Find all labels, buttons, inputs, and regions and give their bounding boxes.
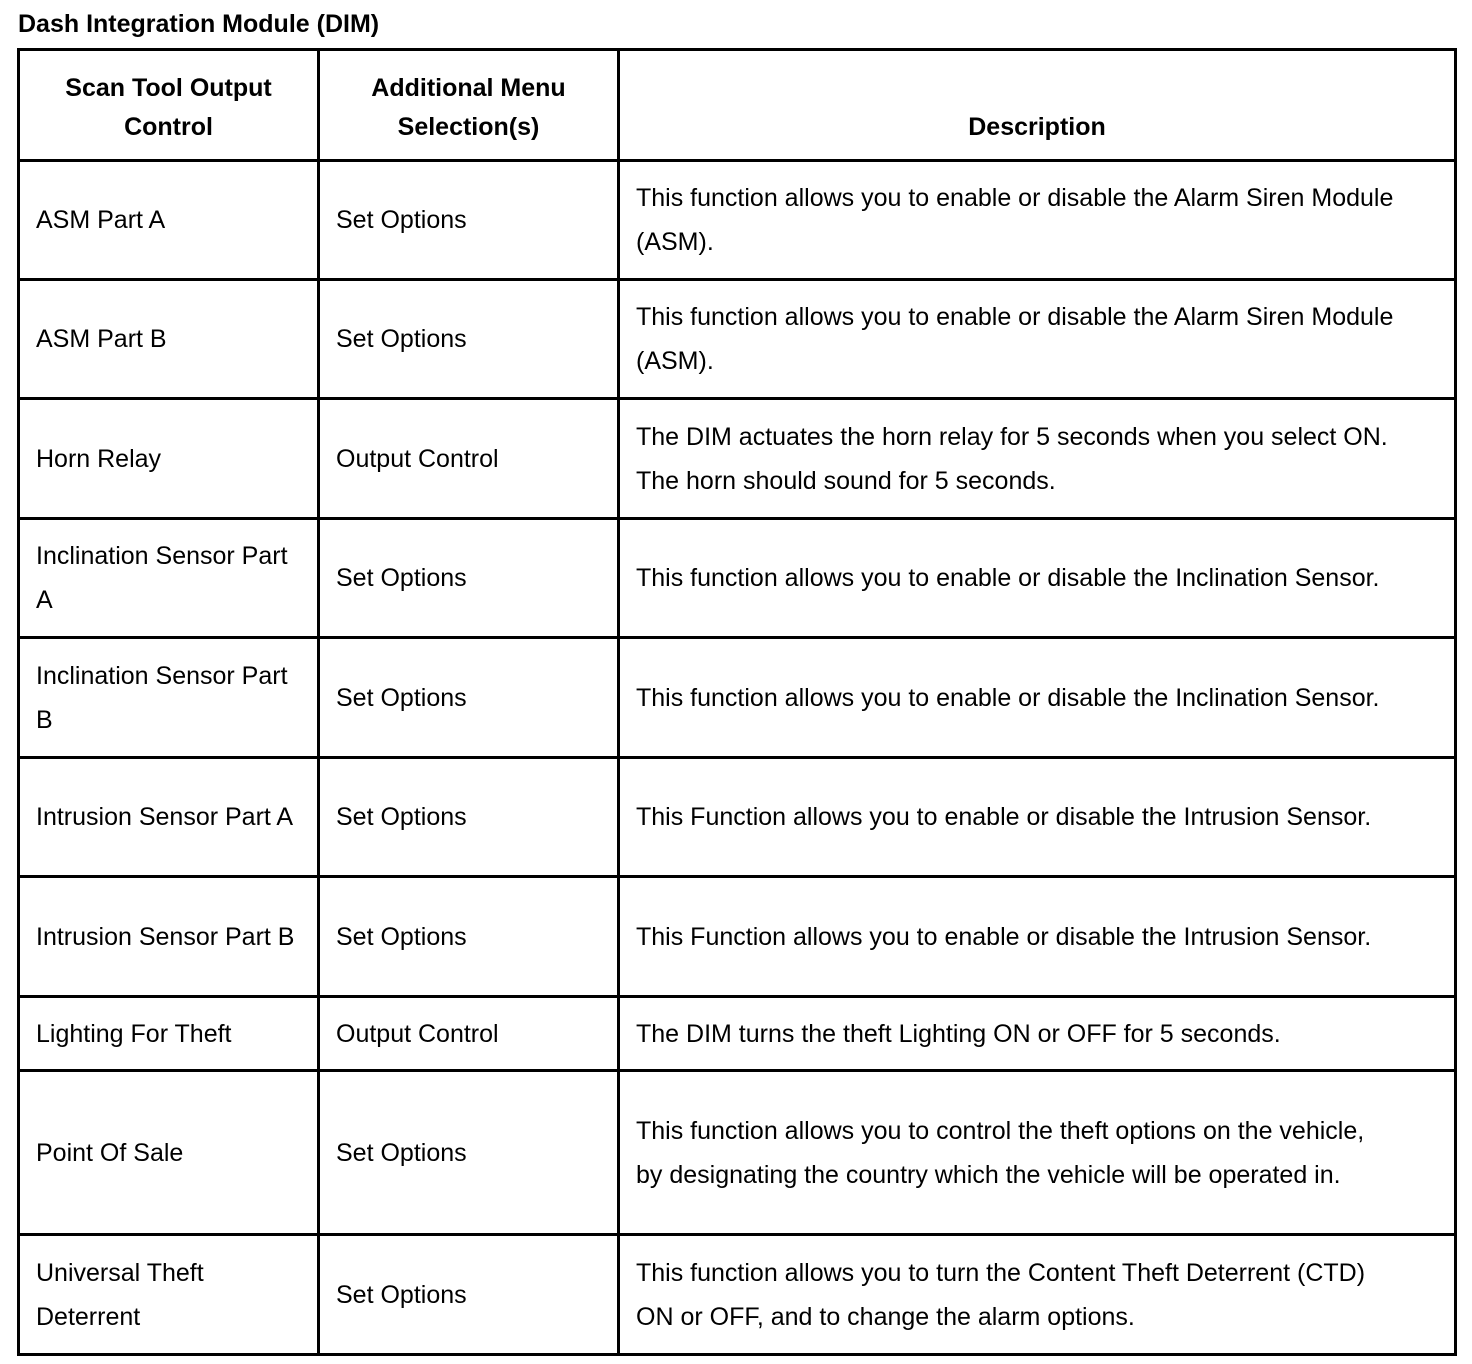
cell-control: Inclination Sensor Part A [19,519,319,638]
cell-control: Inclination Sensor Part B [19,638,319,758]
cell-menu: Set Options [319,280,619,399]
cell-description: This Function allows you to enable or disable the Intrusion Sensor. [619,877,1456,997]
table-row [19,280,1456,399]
cell-control: Lighting For Theft [19,997,319,1071]
cell-description: This function allows you to enable or disable the Inclination Sensor. [619,638,1456,758]
table-row [19,399,1456,519]
cell-description: This function allows you to enable or disable the Inclination Sensor. [619,519,1456,638]
table-row [19,161,1456,280]
cell-description: This function allows you to control the theft options on the vehicle, by designating the country which the vehicle will be operated in. [619,1071,1456,1235]
cell-control: Point Of Sale [19,1071,319,1235]
table-row [19,1071,1456,1235]
cell-description: The DIM actuates the horn relay for 5 seconds when you select ON. The horn should sound for 5 seconds. [619,399,1456,519]
cell-control: Universal Theft Deterrent [19,1235,319,1355]
cell-description: The DIM turns the theft Lighting ON or OFF for 5 seconds. [619,997,1456,1071]
document-title: Dash Integration Module (DIM) [18,10,380,38]
cell-control: Horn Relay [19,399,319,519]
header-additional-menu-selections: Additional Menu Selection(s) [319,50,619,161]
table-header-row [19,50,1456,161]
cell-menu: Set Options [319,161,619,280]
cell-menu: Output Control [319,399,619,519]
table-row [19,1235,1456,1355]
cell-menu: Output Control [319,997,619,1071]
header-scan-tool-output-control: Scan Tool Output Control [19,50,319,161]
cell-description: This Function allows you to enable or disable the Intrusion Sensor. [619,758,1456,877]
cell-menu: Set Options [319,758,619,877]
cell-control: Intrusion Sensor Part B [19,877,319,997]
table-row [19,519,1456,638]
cell-menu: Set Options [319,519,619,638]
cell-description: This function allows you to enable or disable the Alarm Siren Module (ASM). [619,161,1456,280]
cell-menu: Set Options [319,638,619,758]
cell-control: Intrusion Sensor Part A [19,758,319,877]
cell-menu: Set Options [319,1071,619,1235]
table-row [19,877,1456,997]
table-row [19,758,1456,877]
cell-menu: Set Options [319,877,619,997]
header-description: Description [619,50,1456,161]
cell-description: This function allows you to turn the Content Theft Deterrent (CTD) ON or OFF, and to change the alarm options. [619,1235,1456,1355]
cell-control: ASM Part B [19,280,319,399]
cell-control: ASM Part A [19,161,319,280]
table-row [19,997,1456,1071]
dim-output-control-table [17,48,1457,1356]
table-row [19,638,1456,758]
cell-menu: Set Options [319,1235,619,1355]
cell-description: This function allows you to enable or disable the Alarm Siren Module (ASM). [619,280,1456,399]
